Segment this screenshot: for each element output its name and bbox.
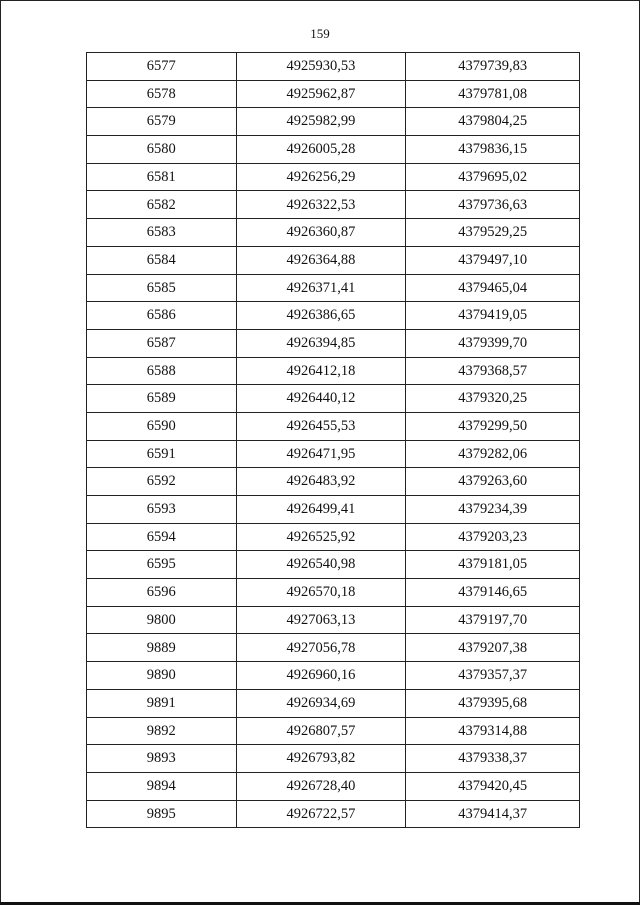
point-number-cell: 6579 (87, 108, 237, 136)
table-row (87, 662, 580, 690)
table-row (87, 108, 580, 136)
table-row (87, 717, 580, 745)
y-coordinate-cell: 4379399,70 (406, 329, 580, 357)
table-row (87, 496, 580, 524)
x-coordinate-cell: 4925982,99 (236, 108, 406, 136)
x-coordinate-cell: 4926934,69 (236, 689, 406, 717)
point-number-cell: 6587 (87, 329, 237, 357)
point-number-cell: 9892 (87, 717, 237, 745)
point-number-cell: 6588 (87, 357, 237, 385)
table-row (87, 606, 580, 634)
x-coordinate-cell: 4926364,88 (236, 246, 406, 274)
x-coordinate-cell: 4926540,98 (236, 551, 406, 579)
point-number-cell: 6596 (87, 579, 237, 607)
y-coordinate-cell: 4379368,57 (406, 357, 580, 385)
table-row (87, 385, 580, 413)
point-number-cell: 6582 (87, 191, 237, 219)
point-number-cell: 9895 (87, 800, 237, 828)
y-coordinate-cell: 4379181,05 (406, 551, 580, 579)
y-coordinate-cell: 4379357,37 (406, 662, 580, 690)
y-coordinate-cell: 4379338,37 (406, 745, 580, 773)
page-number: 159 (310, 26, 330, 41)
y-coordinate-cell: 4379197,70 (406, 606, 580, 634)
x-coordinate-cell: 4926440,12 (236, 385, 406, 413)
x-coordinate-cell: 4926386,65 (236, 302, 406, 330)
x-coordinate-cell: 4926793,82 (236, 745, 406, 773)
x-coordinate-cell: 4926722,57 (236, 800, 406, 828)
table-row (87, 329, 580, 357)
table-row (87, 302, 580, 330)
x-coordinate-cell: 4926394,85 (236, 329, 406, 357)
point-number-cell: 6581 (87, 163, 237, 191)
point-number-cell: 9891 (87, 689, 237, 717)
x-coordinate-cell: 4926471,95 (236, 440, 406, 468)
x-coordinate-cell: 4926525,92 (236, 523, 406, 551)
x-coordinate-cell: 4926256,29 (236, 163, 406, 191)
point-number-cell: 9889 (87, 634, 237, 662)
table-row (87, 468, 580, 496)
point-number-cell: 6584 (87, 246, 237, 274)
x-coordinate-cell: 4926483,92 (236, 468, 406, 496)
y-coordinate-cell: 4379497,10 (406, 246, 580, 274)
point-number-cell: 6594 (87, 523, 237, 551)
table-row (87, 274, 580, 302)
point-number-cell: 9800 (87, 606, 237, 634)
y-coordinate-cell: 4379736,63 (406, 191, 580, 219)
point-number-cell: 6580 (87, 136, 237, 164)
point-number-cell: 6583 (87, 219, 237, 247)
point-number-cell: 6589 (87, 385, 237, 413)
y-coordinate-cell: 4379414,37 (406, 800, 580, 828)
x-coordinate-cell: 4926570,18 (236, 579, 406, 607)
point-number-cell: 6585 (87, 274, 237, 302)
x-coordinate-cell: 4925930,53 (236, 53, 406, 81)
point-number-cell: 6578 (87, 80, 237, 108)
y-coordinate-cell: 4379299,50 (406, 412, 580, 440)
y-coordinate-cell: 4379234,39 (406, 496, 580, 524)
x-coordinate-cell: 4926499,41 (236, 496, 406, 524)
table-row (87, 579, 580, 607)
table-row (87, 191, 580, 219)
table-row (87, 136, 580, 164)
y-coordinate-cell: 4379203,23 (406, 523, 580, 551)
y-coordinate-cell: 4379314,88 (406, 717, 580, 745)
x-coordinate-cell: 4927056,78 (236, 634, 406, 662)
y-coordinate-cell: 4379282,06 (406, 440, 580, 468)
x-coordinate-cell: 4927063,13 (236, 606, 406, 634)
y-coordinate-cell: 4379836,15 (406, 136, 580, 164)
y-coordinate-cell: 4379804,25 (406, 108, 580, 136)
y-coordinate-cell: 4379320,25 (406, 385, 580, 413)
y-coordinate-cell: 4379395,68 (406, 689, 580, 717)
y-coordinate-cell: 4379207,38 (406, 634, 580, 662)
x-coordinate-cell: 4926807,57 (236, 717, 406, 745)
table-row (87, 689, 580, 717)
y-coordinate-cell: 4379695,02 (406, 163, 580, 191)
x-coordinate-cell: 4926455,53 (236, 412, 406, 440)
table-row (87, 357, 580, 385)
point-number-cell: 6592 (87, 468, 237, 496)
y-coordinate-cell: 4379465,04 (406, 274, 580, 302)
x-coordinate-cell: 4926728,40 (236, 772, 406, 800)
y-coordinate-cell: 4379146,65 (406, 579, 580, 607)
table-row (87, 219, 580, 247)
y-coordinate-cell: 4379529,25 (406, 219, 580, 247)
y-coordinate-cell: 4379263,60 (406, 468, 580, 496)
point-number-cell: 9893 (87, 745, 237, 773)
y-coordinate-cell: 4379781,08 (406, 80, 580, 108)
y-coordinate-cell: 4379419,05 (406, 302, 580, 330)
x-coordinate-cell: 4926360,87 (236, 219, 406, 247)
coordinates-table (86, 52, 580, 828)
point-number-cell: 6577 (87, 53, 237, 81)
point-number-cell: 6593 (87, 496, 237, 524)
table-row (87, 634, 580, 662)
table-row (87, 745, 580, 773)
y-coordinate-cell: 4379739,83 (406, 53, 580, 81)
point-number-cell: 9890 (87, 662, 237, 690)
x-coordinate-cell: 4926412,18 (236, 357, 406, 385)
table-row (87, 800, 580, 828)
coordinates-table-body (87, 53, 580, 828)
table-row (87, 440, 580, 468)
point-number-cell: 6586 (87, 302, 237, 330)
table-row (87, 246, 580, 274)
table-row (87, 80, 580, 108)
table-row (87, 523, 580, 551)
point-number-cell: 6591 (87, 440, 237, 468)
table-row (87, 412, 580, 440)
x-coordinate-cell: 4926005,28 (236, 136, 406, 164)
point-number-cell: 6590 (87, 412, 237, 440)
x-coordinate-cell: 4926322,53 (236, 191, 406, 219)
x-coordinate-cell: 4926960,16 (236, 662, 406, 690)
point-number-cell: 6595 (87, 551, 237, 579)
table-row (87, 772, 580, 800)
table-row (87, 551, 580, 579)
x-coordinate-cell: 4925962,87 (236, 80, 406, 108)
y-coordinate-cell: 4379420,45 (406, 772, 580, 800)
x-coordinate-cell: 4926371,41 (236, 274, 406, 302)
point-number-cell: 9894 (87, 772, 237, 800)
table-row (87, 163, 580, 191)
table-row (87, 53, 580, 81)
